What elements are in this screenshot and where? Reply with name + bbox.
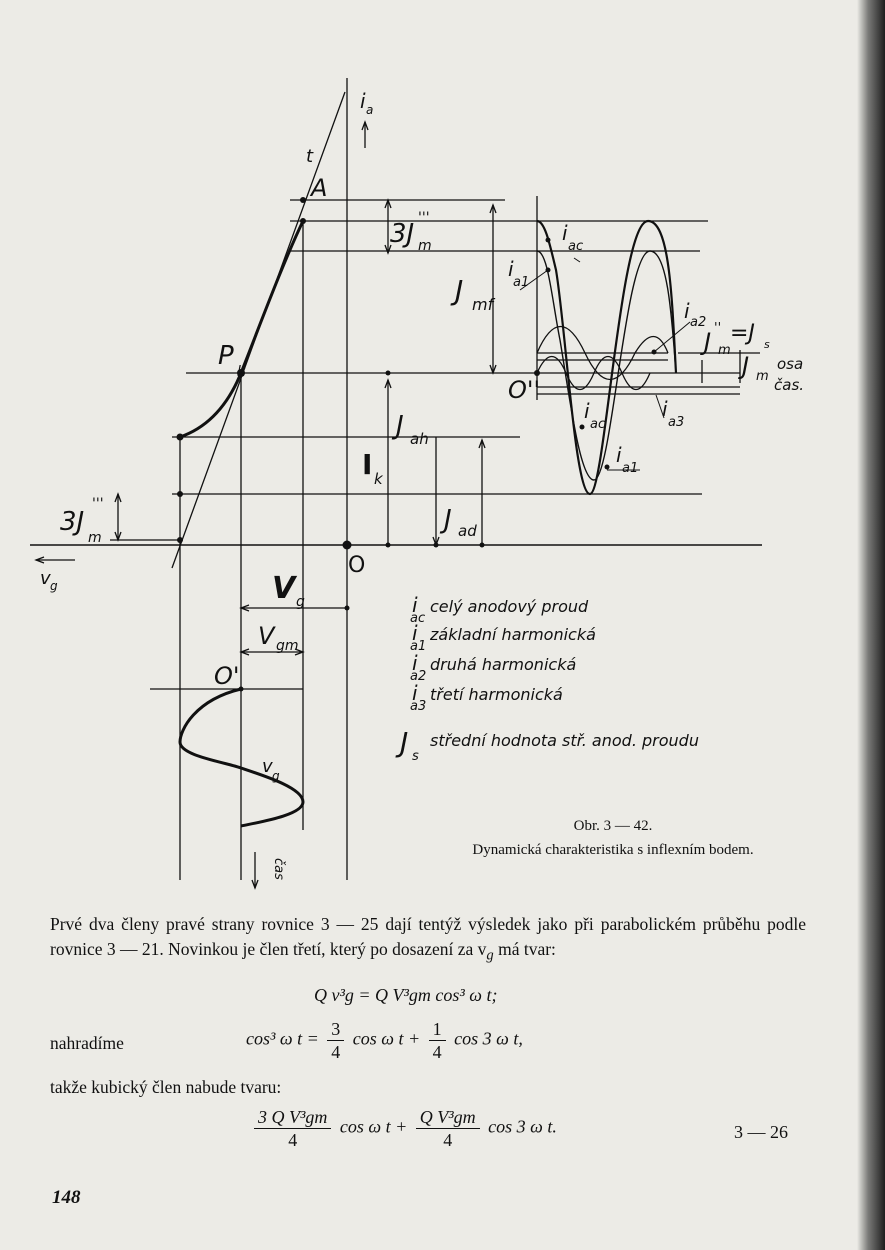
svg-text:a3: a3 xyxy=(410,699,427,714)
caption-number: Obr. 3 — 42. xyxy=(573,818,653,834)
iac-waveform xyxy=(537,221,676,494)
o-prime-label: O' xyxy=(214,662,240,690)
ia3-label: i xyxy=(662,397,668,421)
svg-text:g: g xyxy=(296,594,305,610)
jm-right-label: J xyxy=(742,352,750,380)
point-pk-label: P xyxy=(218,341,234,371)
svg-text:ah: ah xyxy=(410,430,429,448)
svg-text:i: i xyxy=(412,593,418,617)
ik-label: I xyxy=(362,448,373,481)
equation-number: 3 — 26 xyxy=(734,1122,788,1142)
svg-text:ad: ad xyxy=(458,522,477,540)
svg-text:ac: ac xyxy=(568,239,584,254)
body-paragraph: Prvé dva členy pravé strany rovnice 3 — 25 dají tentýž výsledek jako při parabolickém průběhu podle rovnice 3 — 21. Novinkou je člen třetí, který po dosazení za $v_g$ má tvar: xyxy=(50,914,806,964)
svg-text:s: s xyxy=(412,749,419,764)
takze-line: takže kubický člen nabude tvaru: xyxy=(50,1077,282,1097)
ia1-top-label: i xyxy=(508,257,514,281)
page-number: 148 xyxy=(52,1187,81,1208)
three-jm-left-label: 3J xyxy=(60,507,85,537)
svg-text:a1: a1 xyxy=(622,461,639,476)
svg-text:a2: a2 xyxy=(690,315,707,330)
svg-text:a1: a1 xyxy=(410,639,427,654)
nahradime-label: nahradíme xyxy=(50,1033,124,1053)
caption-title: Dynamická charakteristika s inflexním bodem. xyxy=(472,842,754,858)
figure-caption xyxy=(418,814,808,862)
ia-axis-label: i xyxy=(360,89,366,113)
svg-text:i: i xyxy=(412,651,418,675)
svg-text:m: m xyxy=(88,530,102,546)
svg-text:k: k xyxy=(374,470,383,488)
svg-text:m: m xyxy=(756,369,769,384)
svg-text:a1: a1 xyxy=(513,275,530,290)
equation-1: Q v³g = Q V³gm cos³ ω t; xyxy=(314,985,498,1005)
cas-bottom-label: čas xyxy=(271,858,286,880)
big-vg-label: V xyxy=(272,571,296,606)
origin-point xyxy=(343,541,352,550)
svg-text:''': ''' xyxy=(92,496,104,512)
vg-axis-label: v xyxy=(40,568,51,589)
svg-text:i: i xyxy=(412,681,418,705)
svg-text:ac: ac xyxy=(590,417,606,432)
origin-label: O xyxy=(348,553,366,578)
point-a-label: A xyxy=(311,174,328,202)
svg-text:m: m xyxy=(718,343,731,358)
svg-text:s: s xyxy=(764,338,770,351)
three-jm-top-label: 3J xyxy=(390,219,415,249)
svg-text:g: g xyxy=(50,579,58,593)
legend-ia1: základní harmonická xyxy=(430,625,596,644)
equation-3: $\frac{\text{3 Q V³gm}}{4}$ cos ω t + $\frac{\text{Q V³gm}}{4}$ cos 3 ω t. xyxy=(250,1106,557,1151)
svg-text:=J: =J xyxy=(730,321,755,346)
svg-text:ac: ac xyxy=(410,611,426,626)
svg-text:i: i xyxy=(412,621,418,645)
o-double-prime-label: O'' xyxy=(508,376,541,404)
jah-label: J xyxy=(396,411,404,441)
legend-ia3: třetí harmonická xyxy=(430,685,563,704)
jmf-label: J xyxy=(455,274,464,307)
svg-text:'': '' xyxy=(714,321,722,336)
vg-wave-label: v xyxy=(262,756,273,777)
svg-text:m: m xyxy=(418,238,432,254)
iac-bottom-label: i xyxy=(584,399,590,423)
svg-text:a: a xyxy=(366,103,374,117)
svg-text:a2: a2 xyxy=(410,669,427,684)
jm-eq-js-label: J xyxy=(704,328,712,356)
svg-text:gm: gm xyxy=(276,638,299,654)
ia2-label: i xyxy=(684,299,690,323)
svg-text:''': ''' xyxy=(418,210,430,226)
legend-iac: celý anodový proud xyxy=(430,597,589,616)
legend-ia2: druhá harmonická xyxy=(430,655,577,674)
ia1-bottom-label: i xyxy=(616,443,622,467)
tangent-label: t xyxy=(306,146,314,167)
legend-js: střední hodnota stř. anod. proudu xyxy=(430,731,699,750)
svg-text:J: J xyxy=(400,726,409,759)
svg-text:mf: mf xyxy=(472,295,494,314)
jad-label: J xyxy=(444,505,452,535)
equation-2: cos³ ω t = $\frac{3}{4}$ cos ω t + $\frac{1}{4}$ cos 3 ω t, xyxy=(246,1019,523,1062)
figure-legend xyxy=(395,593,699,764)
vgm-label: V xyxy=(258,622,275,650)
svg-text:k: k xyxy=(237,364,246,380)
iac-top-label: i xyxy=(562,221,568,245)
svg-text:g: g xyxy=(272,769,280,783)
svg-text:a3: a3 xyxy=(668,415,685,430)
osa-label: osa xyxy=(777,355,804,373)
cas-right-label: čas. xyxy=(774,376,805,394)
